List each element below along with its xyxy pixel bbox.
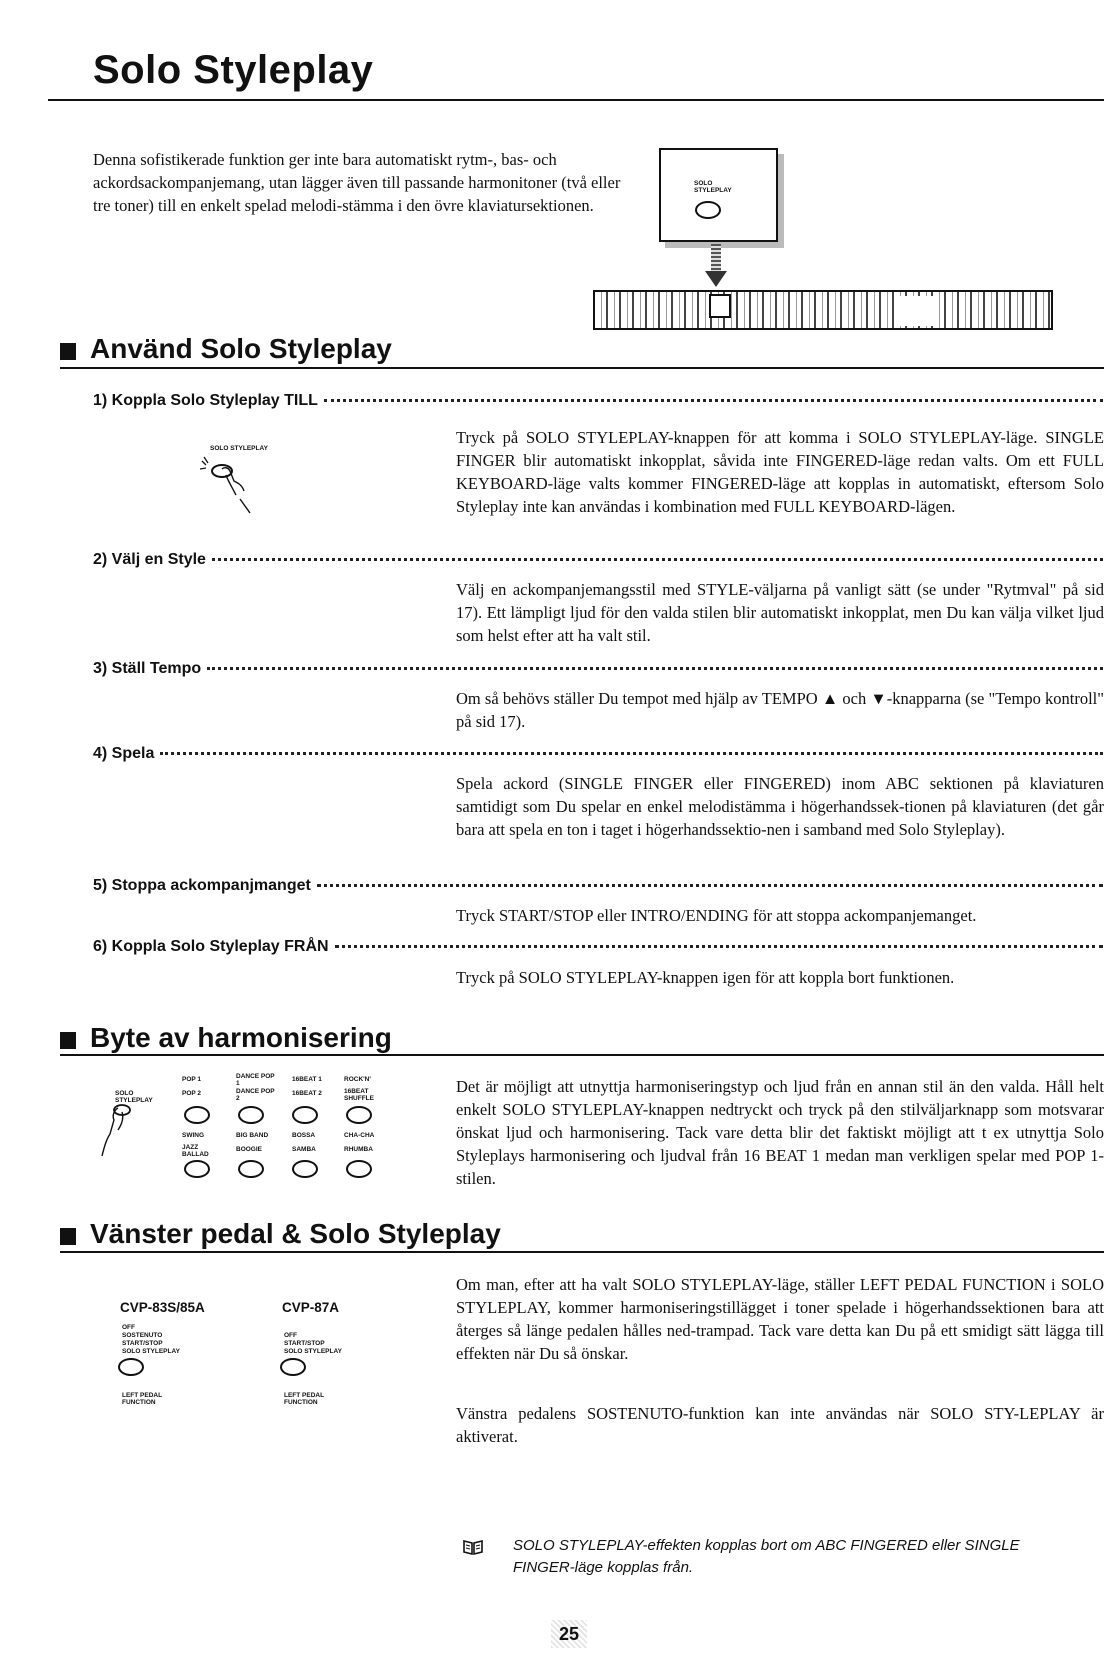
section-bullet-icon [60,1228,76,1245]
style-button-swing [184,1160,210,1178]
title-rule [48,99,1104,101]
panel-zoom-box [659,148,778,242]
leader-dots [324,398,1103,402]
section-bullet-icon [60,343,76,360]
style-label-rhumba: RHUMBA [344,1146,373,1153]
model1-option-solo-styleplay: SOLO STYLEPLAY [122,1348,180,1355]
style-button-rock [346,1106,372,1124]
note-text: SOLO STYLEPLAY-effekten kopplas bort om ABC FINGERED eller SINGLE FINGER-läge kopplas från. [513,1537,1020,1576]
panel-blank-area [900,296,938,326]
model1-pedal-button [118,1358,144,1376]
section-heading-pedal: Vänster pedal & Solo Styleplay [90,1218,501,1249]
model2-option-start-stop: START/STOP [284,1340,325,1347]
style-label-rocknroll: ROCK'N' [344,1076,371,1083]
step-2-text: Välj en ackompanjemangsstil med STYLE-väljarna på vanligt sätt (se under "Rytmval" på sid 17). Ett lämpligt ljud för den valda stilen blir automatiskt inkopplat, men Du kan välja vilket ljud som helst efter att ha valt stil. [456,580,1104,645]
finger-press-icon [200,455,270,515]
panel-button-label: SOLO STYLEPLAY [694,180,732,194]
style-button-16beat [292,1106,318,1124]
step-1-text: Tryck på SOLO STYLEPLAY-knappen för att komma i SOLO STYLEPLAY-läge. SINGLE FINGER blir automatiskt inkopplat, såvida inte FINGERED-läge redan valts. Om ett FULL KEYBOARD-läge valts kommer FINGERED-läge att kopplas in automatiskt, eftersom Solo Styleplay inte kan användas i kombination med FULL KEYBOARD-lägen. [456,428,1104,516]
style-label-16beat1: 16BEAT 1 [292,1076,322,1083]
model2-pedal-button [280,1358,306,1376]
style-button-big-band [238,1160,264,1178]
leader-dots [335,944,1103,948]
model2-footer: LEFT PEDAL FUNCTION [284,1392,324,1406]
pedal-text-1: Om man, efter att ha valt SOLO STYLEPLAY-läge, ställer LEFT PEDAL FUNCTION i SOLO STYLEPLAY, kommer harmoniseringstillägget i toner spelade i högerhandssektionen bara att återges så länge pedalen hålles ned-trampad. Tack vare detta kan Du på ett smidigt sätt lägga till effekten när Du så önskar. [456,1275,1104,1363]
step-6-label: 6) Koppla Solo Styleplay FRÅN [93,938,329,955]
style-button-bossa [292,1160,318,1178]
control-panel-strip [593,290,1053,330]
style-label-boogie: BOOGIE [236,1146,263,1153]
style-button-cha-cha [346,1160,372,1178]
step-3-label: 3) Ställ Tempo [93,660,202,677]
style-label-pop1: POP 1 [182,1076,202,1083]
step-2-label: 2) Välj en Style [93,551,206,568]
finger-press-icon [100,1100,140,1160]
style-button-pop [184,1106,210,1124]
step-4-header [93,745,1103,763]
harmony-text: Det är möjligt att utnyttja harmoniseringstyp och ljud från en annan stil än den valda. Håll helt enkelt SOLO STYLEPLAY-knappen nedtryckt och tryck på den stilväljarknapp som motsvarar önskat ljud och harmonisering. Tack vare detta blir det faktiskt möjligt att t ex utnyttja Solo Styleplays harmonisering och ljudval från 16 BEAT 1 medan man verkligen spelar med POP 1-stilen. [456,1077,1104,1188]
style-label-bossa: BOSSA [292,1132,316,1139]
step-5-label: 5) Stoppa ackompanjmanget [93,877,311,894]
model2-option-off: OFF [284,1332,297,1339]
pedal-text-2: Vänstra pedalens SOSTENUTO-funktion kan inte användas när SOLO STY-LEPLAY är aktiverat. [456,1404,1104,1446]
style-label-dance-pop1: DANCE POP 1 [236,1073,275,1087]
step-1-header [93,392,1103,410]
style-label-pop2: POP 2 [182,1090,202,1097]
step-6-header [93,938,1103,956]
step-3-text: Om så behövs ställer Du tempot med hjälp av TEMPO ▲ och ▼-knapparna (se "Tempo kontroll" på sid 17). [456,689,1104,731]
model2-option-solo-styleplay: SOLO STYLEPLAY [284,1348,342,1355]
step-5-text: Tryck START/STOP eller INTRO/ENDING för att stoppa ackompanjemanget. [456,906,977,925]
section-rule-pedal [60,1251,1104,1253]
step-5-header [93,877,1103,895]
page-number: 25 [551,1620,587,1648]
step-3-header [93,660,1103,678]
section-rule-use [60,367,1104,369]
style-label-big-band: BIG BAND [236,1132,269,1139]
section-heading-use: Använd Solo Styleplay [90,333,392,364]
intro-text: Denna sofistikerade funktion ger inte bara automatiskt rytm-, bas- och ackordsackompanjemang, utan lägger även till passande harmonitoner (två eller tre toner) till en enkelt spelad melodi-stämma i den övre klaviatursektionen. [93,150,621,215]
style-label-dance-pop2: DANCE POP 2 [236,1088,275,1102]
model1-option-off: OFF [122,1324,135,1331]
panel-highlight-box [709,294,731,318]
panel-arrow-icon [711,244,721,274]
section-heading-harmony: Byte av harmonisering [90,1022,392,1053]
model1-option-sostenuto: SOSTENUTO [122,1332,163,1339]
model1-footer: LEFT PEDAL FUNCTION [122,1392,162,1406]
leader-dots [207,666,1103,670]
style-label-jazz-ballad: JAZZ BALLAD [182,1144,209,1158]
style-label-samba: SAMBA [292,1146,316,1153]
model-name-cvp87a: CVP-87A [282,1300,340,1315]
step-4-label: 4) Spela [93,745,155,762]
leader-dots [212,557,1103,561]
step-4-text: Spela ackord (SINGLE FINGER eller FINGERED) inom ABC sektionen på klaviaturen samtidigt som Du spelar en enkel melodistämma i högerhandssek-tionen på klaviaturen (det går bara att spela en ton i taget i högerhandssektio-nen i samband med Solo Styleplay). [456,774,1104,839]
harmony-solo-button-label: SOLO STYLEPLAY [115,1090,153,1104]
style-selector-illustration [100,1070,440,1180]
style-button-dance-pop [238,1106,264,1124]
panel-illustration [593,148,1053,333]
book-note-icon [462,1538,484,1556]
model1-option-start-stop: START/STOP [122,1340,163,1347]
panel-solo-styleplay-button [695,201,721,219]
step-1-label: 1) Koppla Solo Styleplay TILL [93,392,318,409]
solo-button-illustration [200,435,290,515]
style-label-swing: SWING [182,1132,205,1139]
section-bullet-icon [60,1032,76,1049]
leader-dots [317,883,1103,887]
style-label-16beat2: 16BEAT 2 [292,1090,322,1097]
panel-arrow-head-icon [705,271,727,287]
style-label-16beat-shuffle: 16BEAT SHUFFLE [344,1088,374,1102]
leader-dots [160,751,1103,755]
step-2-header [93,551,1103,569]
solo-button-label: SOLO STYLEPLAY [210,445,268,452]
page-title: Solo Styleplay [93,48,374,92]
section-rule-harmony [60,1054,1104,1056]
step-6-text: Tryck på SOLO STYLEPLAY-knappen igen för att koppla bort funktionen. [456,968,955,987]
style-label-cha-cha: CHA-CHA [344,1132,375,1139]
model-name-cvp83s: CVP-83S/85A [120,1300,205,1315]
